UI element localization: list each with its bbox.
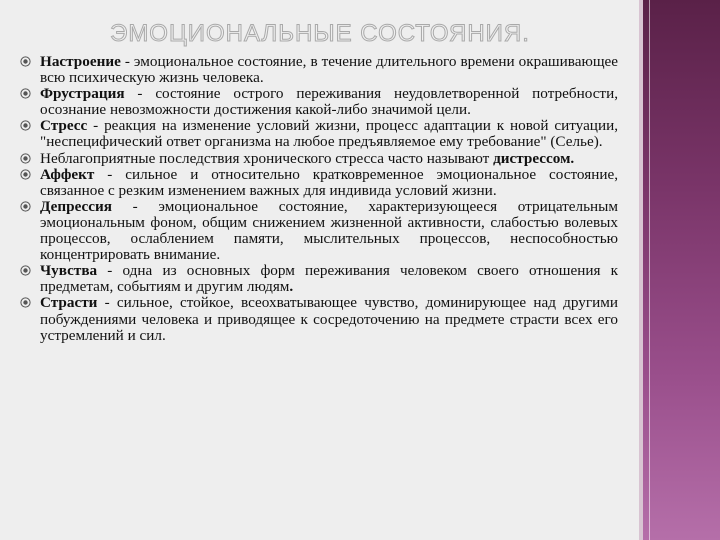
- item-text: - состояние острого переживания неудовлетворенной потребности, осознание невозможности достижения какой-либо значимой цели.: [40, 85, 618, 119]
- circled-bullet-icon: [20, 56, 31, 67]
- circled-bullet-icon: [20, 201, 31, 212]
- item-text: - одна из основных форм переживания человеком своего отношения к предметам, событиям и другим людям: [40, 262, 618, 296]
- item-text: Неблагоприятные последствия хронического стресса часто называют: [40, 149, 494, 167]
- list-item: [18, 199, 618, 263]
- item-term: Аффект: [40, 165, 95, 183]
- list-item: [18, 151, 618, 167]
- list-item: [18, 54, 618, 86]
- item-text: - эмоциональное состояние, в течение длительного времени окрашивающее всю психическую жизнь человека.: [40, 53, 618, 87]
- item-tail: .: [289, 278, 294, 296]
- item-term: Депрессия: [40, 197, 112, 215]
- bullet-list: [18, 54, 618, 344]
- item-tail: дистрессом.: [493, 149, 575, 167]
- list-item: [18, 86, 618, 118]
- item-term: Страсти: [40, 294, 98, 312]
- circled-bullet-icon: [20, 120, 31, 131]
- list-item: [18, 118, 618, 150]
- item-text: - эмоциональное состояние, характеризующееся отрицательным эмоциональным фоном, общим снижением жизненной активности, слабостью волевых процессов, ослаблением памяти, мыслительных процессов, неспособностью концентрировать внимание.: [40, 197, 618, 264]
- item-term: Чувства: [40, 262, 98, 280]
- item-term: Стресс: [40, 117, 88, 135]
- slide-title: ЭМОЦИОНАЛЬНЫЕ СОСТОЯНИЯ.: [110, 20, 530, 47]
- item-text: - реакция на изменение условий жизни, процесс адаптации к новой ситуации, "неспецифический ответ организма на любое предъявляемое ему требование" (Селье).: [40, 117, 618, 151]
- list-item: [18, 295, 618, 343]
- list-item: [18, 263, 618, 295]
- side-bar-line: [649, 0, 650, 540]
- circled-bullet-icon: [20, 88, 31, 99]
- circled-bullet-icon: [20, 153, 31, 164]
- decorative-side-bar: [643, 0, 720, 540]
- item-term: Настроение: [40, 53, 121, 70]
- item-term: Фрустрация: [40, 85, 125, 103]
- item-text: - сильное и относительно кратковременное эмоциональное состояние, связанное с резким изменением важных для индивида условий жизни.: [40, 165, 618, 199]
- circled-bullet-icon: [20, 297, 31, 308]
- list-item: [18, 167, 618, 199]
- circled-bullet-icon: [20, 169, 31, 180]
- item-text: - сильное, стойкое, всеохватывающее чувство, доминирующее над другими побуждениями человека и приводящее к сосредоточению на предмете страсти всех его устремлений и сил.: [40, 294, 618, 344]
- circled-bullet-icon: [20, 265, 31, 276]
